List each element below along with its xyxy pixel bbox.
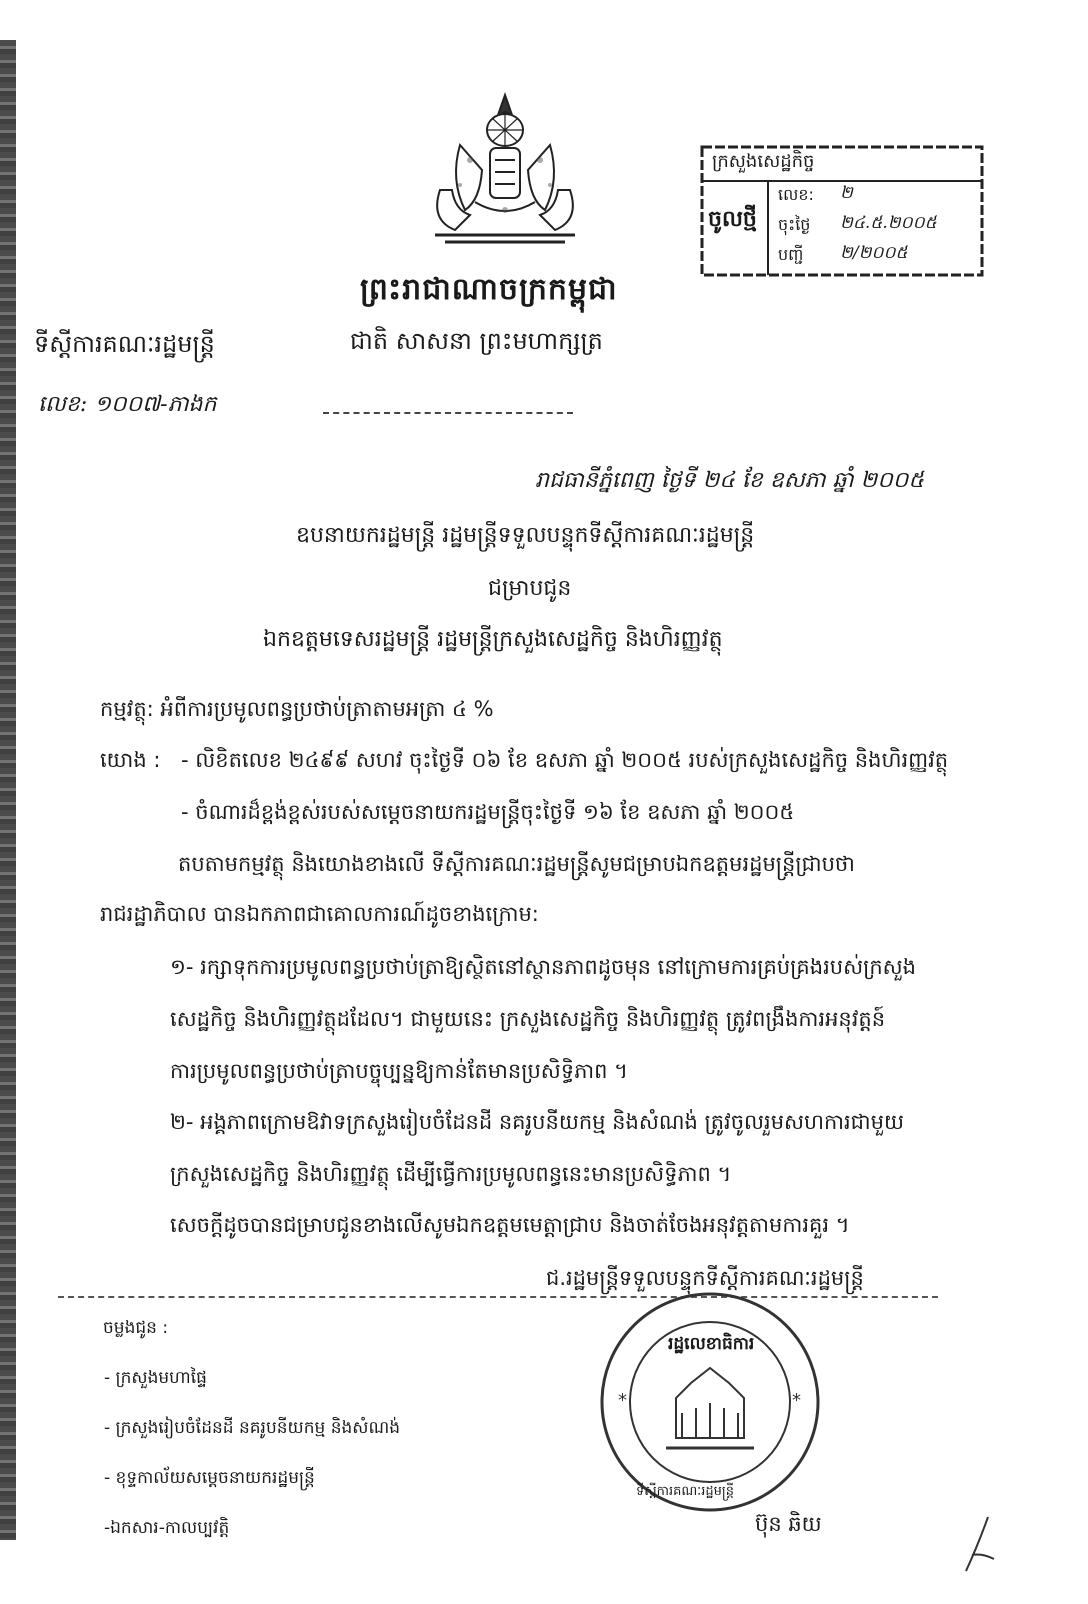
svg-text:*: * xyxy=(618,1390,627,1411)
subject-line: កម្មវត្ថុ: អំពីការប្រមូលពន្ធប្រថាប់ត្រាតាមអត្រា ៤ % xyxy=(100,697,494,721)
body-point-1-line-1: ១- រក្សាទុកការប្រមូលពន្ធប្រថាប់ត្រាឱ្យស្ថិតនៅស្ថានភាពដូចមុន នៅក្រោមការគ្រប់គ្រងរបស់ក្រសួង xyxy=(170,955,916,979)
reference-item-2: - ចំណារដ៏ខ្ពង់ខ្ពស់របស់សម្ដេចនាយករដ្ឋមន្ត្រីចុះថ្ងៃទី ១៦ ខែ ឧសភា ឆ្នាំ ២០០៥ xyxy=(181,800,795,824)
copy-to-item-2: - ក្រសួងរៀបចំដែនដី នគរូបនីយកម្ម និងសំណង់ xyxy=(104,1418,401,1438)
royal-emblem-icon xyxy=(420,90,590,255)
copy-to-title: ចម្លងជូន : xyxy=(103,1318,169,1338)
copy-to-item-3: - ខុទ្ទកាល័យសម្ដេចនាយករដ្ឋមន្ត្រី xyxy=(104,1468,315,1488)
motto-divider xyxy=(323,412,573,414)
dateline: រាជធានីភ្នំពេញ ថ្ងៃទី ២៤ ខែ ឧសភា ឆ្នាំ ២០០៥ xyxy=(535,468,924,493)
seal-top-text: ទីស្ដីការគណៈរដ្ឋមន្ត្រី xyxy=(636,1484,734,1499)
recipient-line: ឯកឧត្តមទេសរដ្ឋមន្ត្រី រដ្ឋមន្ត្រីក្រសួងសេដ្ឋកិច្ច និងហិរញ្ញវត្ថុ xyxy=(263,627,723,652)
body-intro-2: រាជរដ្ឋាភិបាល បានឯកភាពជាគោលការណ៍ដូចខាងក្រោម: xyxy=(100,902,539,926)
body-intro-1: តបតាមកម្មវត្ថុ និងយោងខាងលើ ទីស្ដីការគណៈរដ្ឋមន្ត្រីសូមជម្រាបឯកឧត្តមរដ្ឋមន្ត្រីជ្រាបថា xyxy=(178,852,855,876)
stamp-reg-label: បញ្ជី xyxy=(778,245,804,264)
stamp-date-label: ចុះថ្ងៃ xyxy=(778,215,811,234)
signature-on-behalf: ជ.រដ្ឋមន្ត្រីទទួលបន្ទុកទីស្ដីការគណៈរដ្ឋមន្ត្រី xyxy=(546,1266,864,1290)
signer-name: ប៊ុន ឆិយ xyxy=(755,1512,822,1536)
reference-item-1: - លិខិតលេខ ២៤៩៩ សហវ ចុះថ្ងៃទី ០៦ ខែ ឧសភា ឆ្នាំ ២០០៥ របស់ក្រសួងសេដ្ឋកិច្ច និងហិរញ្ញវត្ថុ xyxy=(181,748,949,772)
office-name: ទីស្ដីការគណៈរដ្ឋមន្ត្រី xyxy=(34,330,215,358)
stamp-top-text: ក្រសួងសេដ្ឋកិច្ច xyxy=(712,151,815,172)
scan-edge-shadow xyxy=(0,40,16,1540)
body-point-2-line-2: ក្រសួងសេដ្ឋកិច្ច និងហិរញ្ញវត្ថុ ដើម្បីធ្វើការប្រមូលពន្ធនេះមានប្រសិទ្ធិភាព ។ xyxy=(170,1162,732,1186)
incoming-stamp xyxy=(700,145,985,277)
body-closing: សេចក្ដីដូចបានជម្រាបជូនខាងលើសូមឯកឧត្តមមេត្តាជ្រាប និងចាត់ចែងអនុវត្តតាមការគួរ ។ xyxy=(170,1213,850,1237)
seal-center-text: រដ្ឋលេខាធិការ xyxy=(668,1334,755,1354)
copy-to-item-4: -ឯកសារ-កាលប្បវត្តិ xyxy=(104,1518,230,1538)
body-point-2-line-1: ២- អង្គភាពក្រោមឱវាទក្រសួងរៀបចំដែនដី នគរូបនីយកម្ម និងសំណង់ ត្រូវចូលរួមសហការជាមួយ xyxy=(170,1110,905,1134)
stamp-number-label: លេខ: xyxy=(778,185,814,204)
inform-line: ជម្រាបជូន xyxy=(488,576,572,601)
svg-text:*: * xyxy=(792,1390,801,1411)
initial-mark-icon xyxy=(958,1515,998,1575)
national-motto: ជាតិ សាសនា ព្រះមហាក្សត្រ xyxy=(350,327,603,355)
body-point-1-line-2: សេដ្ឋកិច្ច និងហិរញ្ញវត្ថុដដែល។ ជាមួយនេះ ក្រសួងសេដ្ឋកិច្ច និងហិរញ្ញវត្ថុ ត្រូវពង្រឹងការអនុវត្តន៍ xyxy=(170,1007,886,1031)
stamp-number-value: ២ xyxy=(840,183,853,203)
sender-line: ឧបនាយករដ្ឋមន្ត្រី រដ្ឋមន្ត្រីទទួលបន្ទុកទីស្ដីការគណៈរដ្ឋមន្ត្រី xyxy=(296,523,755,548)
kingdom-title: ព្រះរាជាណាចក្រកម្ពុជា xyxy=(360,272,618,307)
stamp-reg-value: ២/២០០៥ xyxy=(840,243,908,263)
reference-number: លេខ: ១០០៧-ភាងក xyxy=(38,392,217,417)
official-seal xyxy=(596,1288,824,1516)
stamp-side-word: ចូលថ្មី xyxy=(708,207,757,232)
copy-to-item-1: - ក្រសួងមហាផ្ទៃ xyxy=(104,1368,207,1388)
body-point-1-line-3: ការប្រមូលពន្ធប្រថាប់ត្រាបច្ចុប្បន្នឱ្យកាន់តែមានប្រសិទ្ធិភាព ។ xyxy=(170,1059,628,1083)
stamp-date-value: ២៤.៥.២០០៥ xyxy=(840,213,937,233)
references-label: យោង : xyxy=(100,748,161,772)
